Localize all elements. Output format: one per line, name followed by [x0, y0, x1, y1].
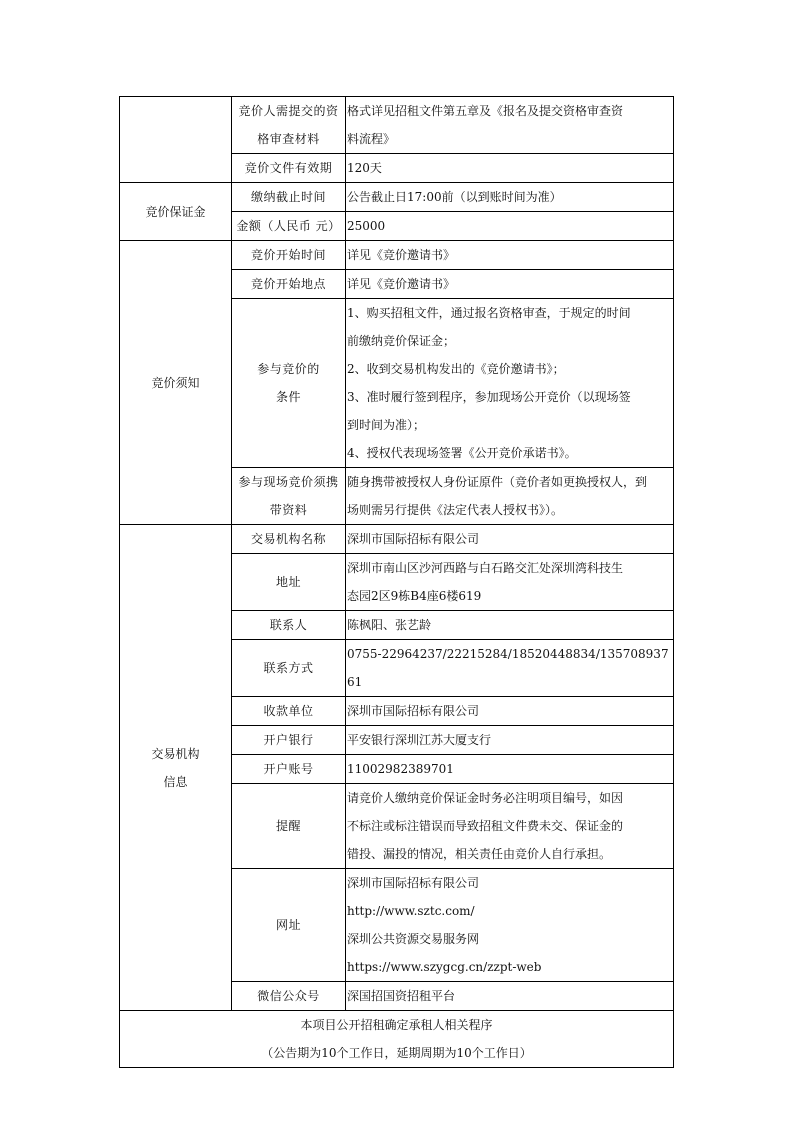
- text-line: 前缴纳竞价保证金；: [347, 334, 456, 348]
- text-line: 竞价开始时间: [250, 248, 326, 262]
- field-label: [232, 755, 346, 784]
- field-value: [346, 640, 674, 697]
- field-label: [232, 554, 346, 611]
- text-line: 详见《竞价邀请书》: [347, 248, 456, 262]
- text-line: 11002982389701: [347, 762, 454, 776]
- text-line: 金额（人民币 元）: [236, 219, 341, 233]
- agency-group-cell: [120, 525, 232, 1011]
- field-label: [232, 270, 346, 299]
- field-value: [346, 299, 674, 468]
- text-line: 格式详见招租文件第五章及《报名及提交资格审查资: [347, 104, 624, 118]
- text-line: 格审查材料: [257, 132, 320, 146]
- field-value: [346, 869, 674, 982]
- field-value: [346, 697, 674, 726]
- field-label: [232, 640, 346, 697]
- text-line: https://www.szygcg.cn/zzpt-web: [347, 960, 542, 974]
- text-line: 错投、漏投的情况，相关责任由竞价人自行承担。: [347, 847, 612, 861]
- text-line: 深国招国资招租平台: [347, 989, 456, 1003]
- field-value: [346, 183, 674, 212]
- text-line: 120天: [347, 161, 382, 175]
- table-row: [120, 241, 674, 270]
- field-value: [346, 726, 674, 755]
- text-line: 深圳市南山区沙河西路与白石路交汇处深圳湾科技生: [347, 561, 624, 575]
- text-line: 陈枫阳、张艺龄: [347, 618, 432, 632]
- table-row: [120, 97, 674, 154]
- text-line: 网址: [275, 918, 301, 932]
- footer-row: [120, 1011, 674, 1068]
- notice-group-cell: [120, 241, 232, 525]
- field-label: [232, 611, 346, 640]
- field-label: [232, 726, 346, 755]
- text-line: 联系方式: [263, 661, 314, 675]
- field-label: [232, 299, 346, 468]
- field-label: [232, 784, 346, 869]
- text-line: 详见《竞价邀请书》: [347, 277, 456, 291]
- text-line: 场则需另行提供《法定代表人授权书》）。: [347, 503, 564, 517]
- field-value: [346, 554, 674, 611]
- text-line: （公告期为10个工作日，延期周期为10个工作日）: [261, 1046, 532, 1060]
- text-line: 4、授权代表现场签署《公开竞价承诺书》。: [347, 446, 577, 460]
- text-line: 竞价文件有效期: [244, 161, 333, 175]
- text-line: 深圳市国际招标有限公司: [347, 532, 480, 546]
- text-line: 微信公众号: [257, 989, 320, 1003]
- field-label: [232, 241, 346, 270]
- text-line: 竞价开始地点: [250, 277, 326, 291]
- text-line: 平安银行深圳江苏大厦支行: [347, 733, 492, 747]
- field-value: [346, 784, 674, 869]
- text-line: 信息: [163, 774, 188, 789]
- text-line: 开户银行: [263, 733, 314, 747]
- text-line: 3、准时履行签到程序，参加现场公开竞价（以现场签: [347, 390, 631, 404]
- field-label: [232, 869, 346, 982]
- text-line: http://www.sztc.com/: [347, 904, 475, 918]
- text-line: 交易机构名称: [250, 532, 326, 546]
- field-value: [346, 212, 674, 241]
- field-value: [346, 270, 674, 299]
- text-line: 缴纳截止时间: [250, 190, 326, 204]
- text-line: 1、购买招租文件，通过报名资格审查，于规定的时间: [347, 306, 631, 320]
- text-line: 竞价人需提交的资: [238, 104, 339, 118]
- field-label: [232, 212, 346, 241]
- table-row: [120, 183, 674, 212]
- text-line: 提醒: [275, 819, 301, 833]
- field-value: [346, 525, 674, 554]
- text-line: 0755-22964237/22215284/18520448834/13570893761: [347, 647, 669, 689]
- field-label: [232, 697, 346, 726]
- field-value: [346, 154, 674, 183]
- text-line: 公告截止日17:00前（以到账时间为准）: [347, 190, 562, 204]
- text-line: 交易机构: [151, 746, 200, 761]
- field-value: [346, 982, 674, 1011]
- text-line: 参与竞价的: [257, 362, 320, 376]
- text-line: 参与现场竞价须携: [238, 475, 339, 489]
- field-value: [346, 97, 674, 154]
- text-line: 本项目公开招租确定承租人相关程序: [300, 1018, 493, 1032]
- text-line: 深圳公共资源交易服务网: [347, 932, 480, 946]
- field-value: [346, 611, 674, 640]
- text-line: 深圳市国际招标有限公司: [347, 704, 480, 718]
- text-line: 料流程》: [347, 132, 396, 146]
- text-line: 开户账号: [263, 762, 314, 776]
- group-label: 竞价保证金: [145, 204, 206, 219]
- field-label: [232, 468, 346, 525]
- text-line: 25000: [347, 219, 386, 233]
- text-line: 请竞价人缴纳竞价保证金时务必注明项目编号，如因: [347, 791, 624, 805]
- field-value: [346, 241, 674, 270]
- text-line: 地址: [275, 575, 301, 589]
- field-label: [232, 183, 346, 212]
- text-line: 随身携带被授权人身份证原件（竞价者如更换授权人，到: [347, 475, 648, 489]
- text-line: 到时间为准）；: [347, 418, 426, 432]
- text-line: 2、收到交易机构发出的《竞价邀请书》；: [347, 362, 565, 376]
- text-line: 收款单位: [263, 704, 314, 718]
- bidding-info-table: [119, 96, 674, 1068]
- field-label: [232, 97, 346, 154]
- text-line: 联系人: [269, 618, 308, 632]
- document-page: [119, 96, 674, 1068]
- text-line: 带资料: [269, 503, 308, 517]
- group-label: 竞价须知: [151, 375, 200, 390]
- field-value: [346, 468, 674, 525]
- field-label: [232, 525, 346, 554]
- group-cell-continued: [120, 97, 232, 183]
- deposit-group-cell: [120, 183, 232, 241]
- table-row: [120, 525, 674, 554]
- text-line: 不标注或标注错误而导致招租文件费未交、保证金的: [347, 819, 624, 833]
- field-label: [232, 982, 346, 1011]
- text-line: 态园2区9栋B4座6楼619: [347, 589, 482, 603]
- procedure-note: [120, 1011, 674, 1068]
- text-line: 条件: [275, 390, 301, 404]
- text-line: 深圳市国际招标有限公司: [347, 876, 480, 890]
- field-label: [232, 154, 346, 183]
- field-value: [346, 755, 674, 784]
